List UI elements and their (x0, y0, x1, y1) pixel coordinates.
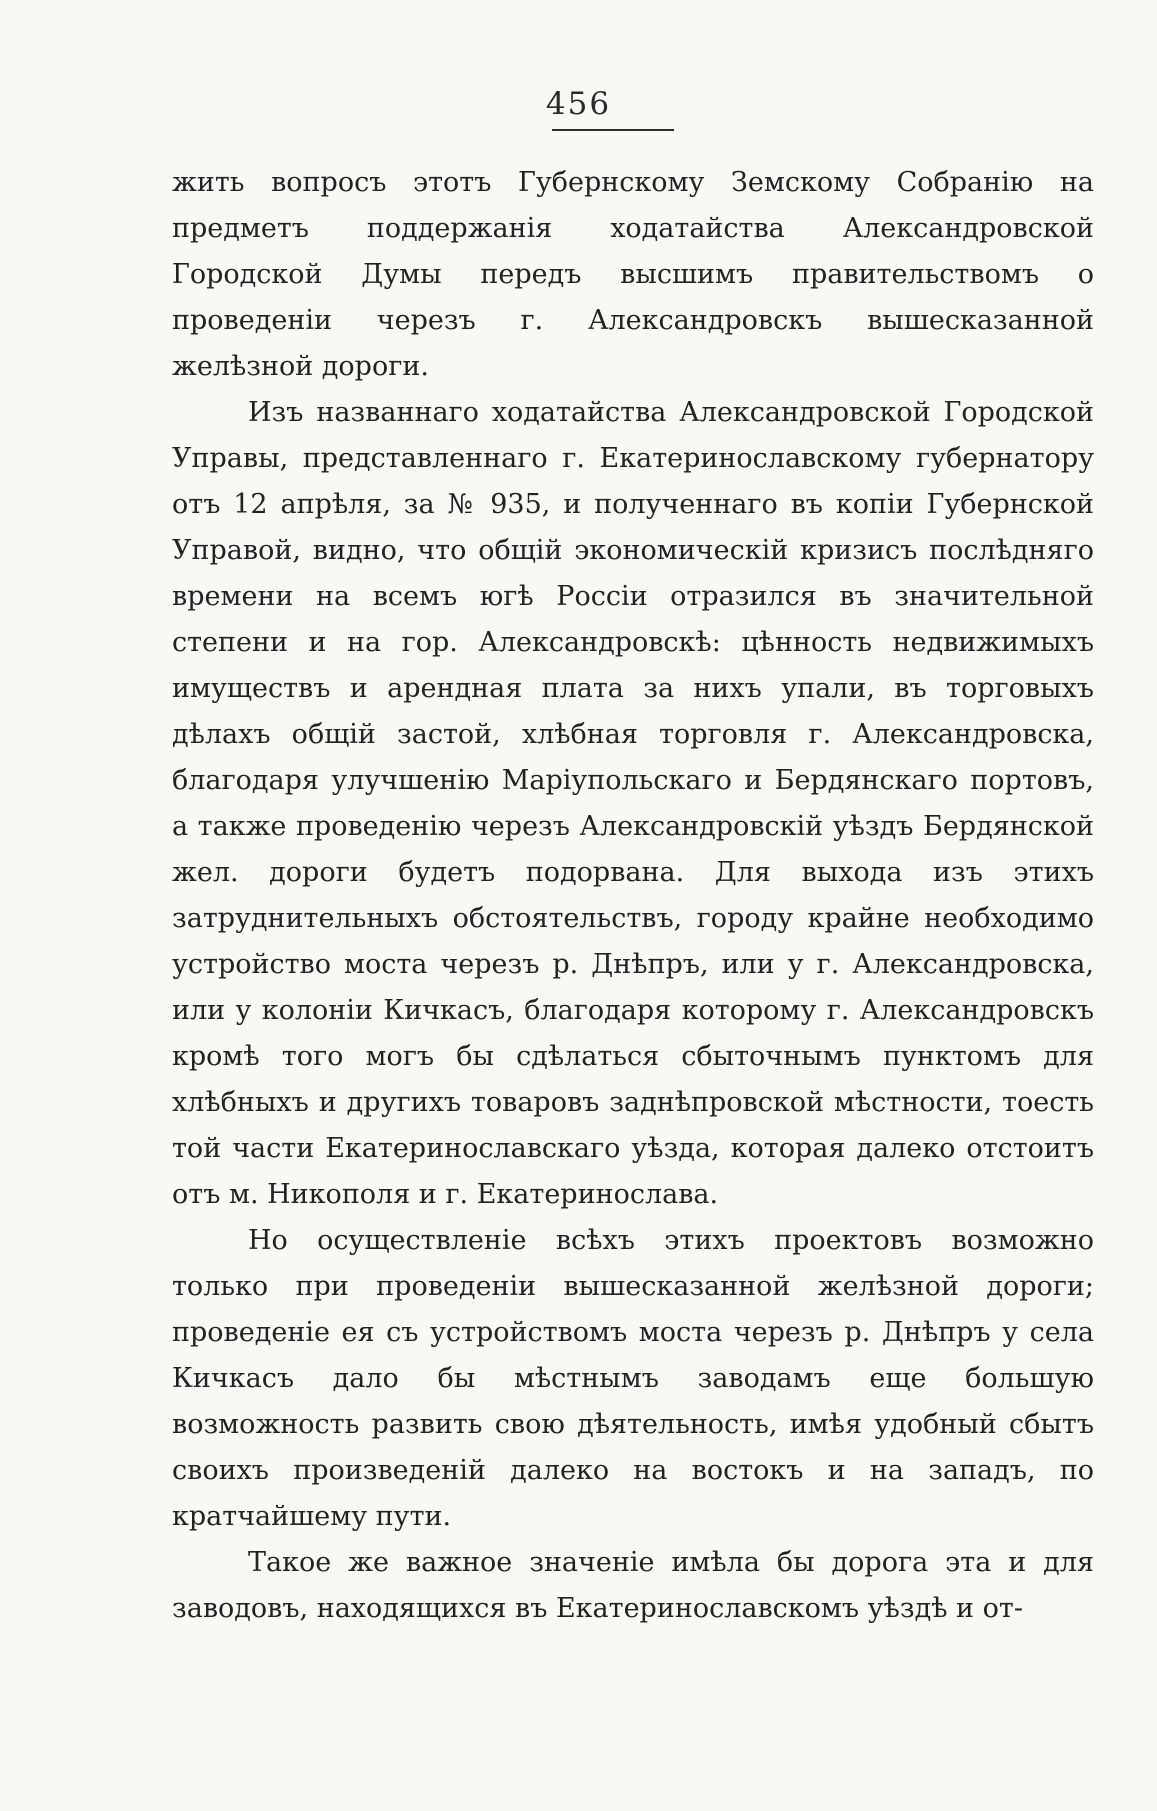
paragraph-factories: Такое же важное значеніе имѣла бы дорога эта и для заводовъ, находящихся въ Екатеринославскомъ уѣздѣ и от- (172, 1547, 1094, 1624)
body-text (172, 160, 1094, 1632)
page-number-rule (552, 129, 674, 131)
paragraph-continuation: жить вопросъ этотъ Губернскому Земскому Собранію на предметъ поддержанія ходатайства Александровской Городской Думы передъ высшимъ правительствомъ о проведеніи черезъ г. Александровскъ вышесказанной желѣзной дороги. (172, 167, 1094, 382)
page-header (0, 86, 1157, 122)
page-number: 456 (545, 86, 612, 122)
paragraph-railway: Но осуществленіе всѣхъ этихъ проектовъ возможно только при проведеніи вышесказанной желѣзной дороги; проведеніе ея съ устройствомъ моста черезъ р. Днѣпръ у села Кичкасъ дало бы мѣстнымъ заводамъ еще большую возможность развить свою дѣятельность, имѣя удобный сбытъ своихъ произведеній далеко на востокъ и на западъ, по кратчайшему пути. (172, 1225, 1094, 1532)
paragraph-petition: Изъ названнаго ходатайства Александровской Городской Управы, представленнаго г. Екатеринославскому губернатору отъ 12 апрѣля, за № 935, и полученнаго въ копіи Губернской Управой, видно, что общій экономическій кризисъ послѣдняго времени на всемъ югѣ Россіи отразился въ значительной степени и на гор. Александровскѣ: цѣнность недвижимыхъ имуществъ и арендная плата за нихъ упали, въ торговыхъ дѣлахъ общій застой, хлѣбная торговля г. Александровска, благодаря улучшенію Маріупольскаго и Бердянскаго портовъ, а также проведенію черезъ Александровскій уѣздъ Бердянской жел. дороги будетъ подорвана. Для выхода изъ этихъ затруднительныхъ обстоятельствъ, городу крайне необходимо устройство моста черезъ р. Днѣпръ, или у г. Александровска, или у колоніи Кичкасъ, благодаря которому г. Александровскъ кромѣ того могъ бы сдѣлаться сбыточнымъ пунктомъ для хлѣбныхъ и другихъ товаровъ заднѣпровской мѣстности, тоесть той части Екатеринославскаго уѣзда, которая далеко отстоитъ отъ м. Никополя и г. Екатеринослава. (172, 397, 1094, 1210)
